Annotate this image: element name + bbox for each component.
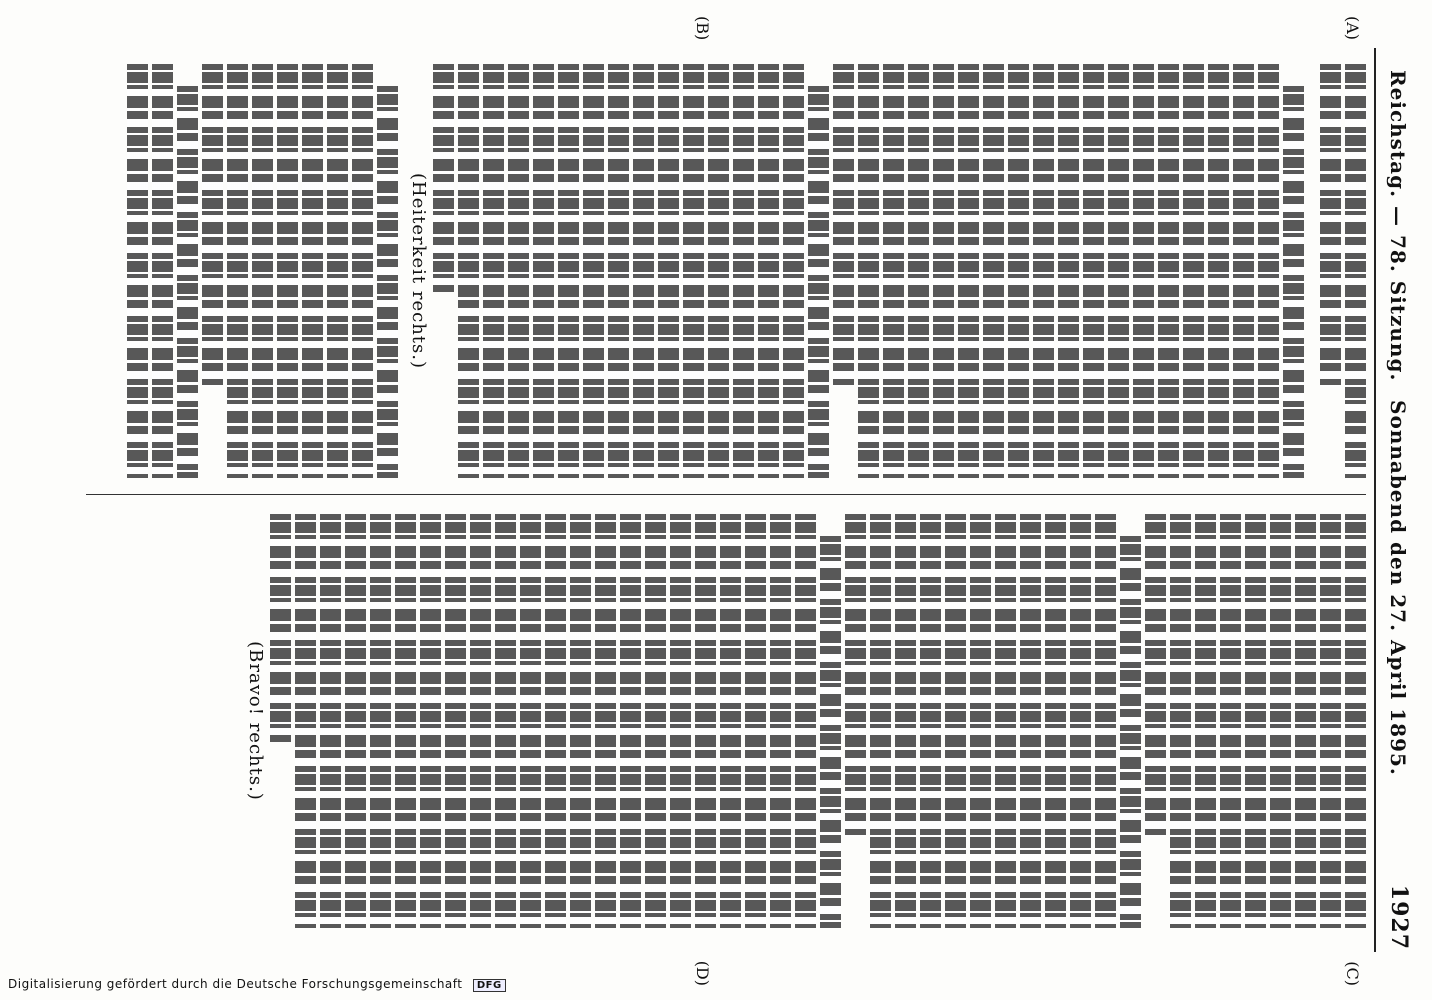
margin-mark-c: (C) xyxy=(1343,961,1362,986)
text-line xyxy=(127,64,148,478)
text-line xyxy=(545,514,566,928)
text-line xyxy=(733,64,754,478)
text-line xyxy=(758,64,779,478)
text-line xyxy=(533,64,554,478)
text-line xyxy=(177,86,198,478)
text-line xyxy=(1120,536,1141,928)
text-line xyxy=(1058,64,1079,478)
header-left-title: Reichstag. — 78. Sitzung. xyxy=(1386,70,1410,382)
text-line xyxy=(445,514,466,928)
text-line xyxy=(895,514,916,928)
text-line xyxy=(833,64,854,387)
text-line xyxy=(1045,514,1066,928)
text-line xyxy=(1283,86,1304,478)
margin-mark-b: (B) xyxy=(693,16,712,41)
text-line xyxy=(583,64,604,478)
digitization-credit xyxy=(8,977,506,992)
text-line xyxy=(858,64,879,478)
text-line xyxy=(933,64,954,478)
text-line xyxy=(395,514,416,928)
text-line xyxy=(1345,514,1366,928)
text-line xyxy=(345,514,366,928)
text-line xyxy=(645,514,666,928)
text-line xyxy=(1170,514,1191,928)
text-line xyxy=(770,514,791,928)
text-line xyxy=(1070,514,1091,928)
text-line xyxy=(820,536,841,928)
dfg-logo-icon: DFG xyxy=(473,979,506,992)
text-line xyxy=(1258,64,1279,478)
digitization-credit-text: Digitalisierung gefördert durch die Deutsche Forschungsgemeinschaft xyxy=(8,977,463,991)
text-line xyxy=(1133,64,1154,478)
text-line xyxy=(152,64,173,478)
text-column-right xyxy=(76,514,1366,928)
text-line xyxy=(558,64,579,478)
text-line xyxy=(995,514,1016,928)
column-divider xyxy=(86,494,1366,495)
text-line xyxy=(983,64,1004,478)
text-line xyxy=(708,64,729,478)
text-line xyxy=(570,514,591,928)
text-line xyxy=(1208,64,1229,478)
text-line xyxy=(295,514,316,928)
text-line xyxy=(870,514,891,928)
text-line xyxy=(1245,514,1266,928)
text-line xyxy=(227,64,248,478)
text-line xyxy=(633,64,654,478)
text-line xyxy=(620,514,641,928)
text-line xyxy=(1095,514,1116,928)
text-line xyxy=(1233,64,1254,478)
text-line xyxy=(1008,64,1029,478)
page-header xyxy=(1380,40,1414,960)
text-line xyxy=(608,64,629,478)
text-line xyxy=(658,64,679,478)
header-center-title: Sonnabend den 27. April 1895. xyxy=(1386,400,1410,776)
text-line xyxy=(1345,64,1366,478)
text-line xyxy=(695,514,716,928)
text-line xyxy=(1158,64,1179,478)
text-line xyxy=(1195,514,1216,928)
text-line xyxy=(470,514,491,928)
text-line xyxy=(908,64,929,478)
text-line xyxy=(1145,514,1166,837)
note-bravo: (Bravo! rechts.) xyxy=(245,641,266,801)
text-line xyxy=(595,514,616,928)
text-line xyxy=(520,514,541,928)
note-heiterkeit: (Heiterkeit rechts.) xyxy=(408,172,429,370)
text-line xyxy=(1083,64,1104,478)
text-line xyxy=(1220,514,1241,928)
text-line xyxy=(808,86,829,478)
text-line xyxy=(458,64,479,478)
text-line xyxy=(670,514,691,928)
text-line xyxy=(252,64,273,478)
text-line xyxy=(945,514,966,928)
text-line xyxy=(1295,514,1316,928)
text-line xyxy=(720,514,741,928)
text-line xyxy=(958,64,979,478)
text-line xyxy=(1108,64,1129,478)
text-line xyxy=(202,64,223,387)
text-line xyxy=(845,514,866,837)
text-line xyxy=(433,64,454,292)
text-line xyxy=(683,64,704,478)
text-line xyxy=(377,86,398,478)
page-number: 1927 xyxy=(1386,884,1412,950)
text-line xyxy=(420,514,441,928)
text-line xyxy=(495,514,516,928)
text-line xyxy=(970,514,991,928)
text-column-left xyxy=(76,64,1366,478)
text-line xyxy=(508,64,529,478)
header-rule xyxy=(1374,48,1376,952)
text-line xyxy=(883,64,904,478)
text-line xyxy=(370,514,391,928)
text-line xyxy=(1020,514,1041,928)
text-line xyxy=(277,64,298,478)
text-line xyxy=(270,514,291,742)
text-line xyxy=(1033,64,1054,478)
text-line xyxy=(320,514,341,928)
text-line xyxy=(1320,514,1341,928)
text-line xyxy=(745,514,766,928)
text-line xyxy=(1270,514,1291,928)
text-line xyxy=(352,64,373,478)
margin-mark-d: (D) xyxy=(693,960,712,986)
text-line xyxy=(483,64,504,478)
margin-mark-a: (A) xyxy=(1343,16,1362,41)
text-line xyxy=(783,64,804,478)
text-line xyxy=(327,64,348,478)
text-line xyxy=(795,514,816,928)
text-line xyxy=(302,64,323,478)
text-line xyxy=(1320,64,1341,387)
text-line xyxy=(920,514,941,928)
text-line xyxy=(1183,64,1204,478)
